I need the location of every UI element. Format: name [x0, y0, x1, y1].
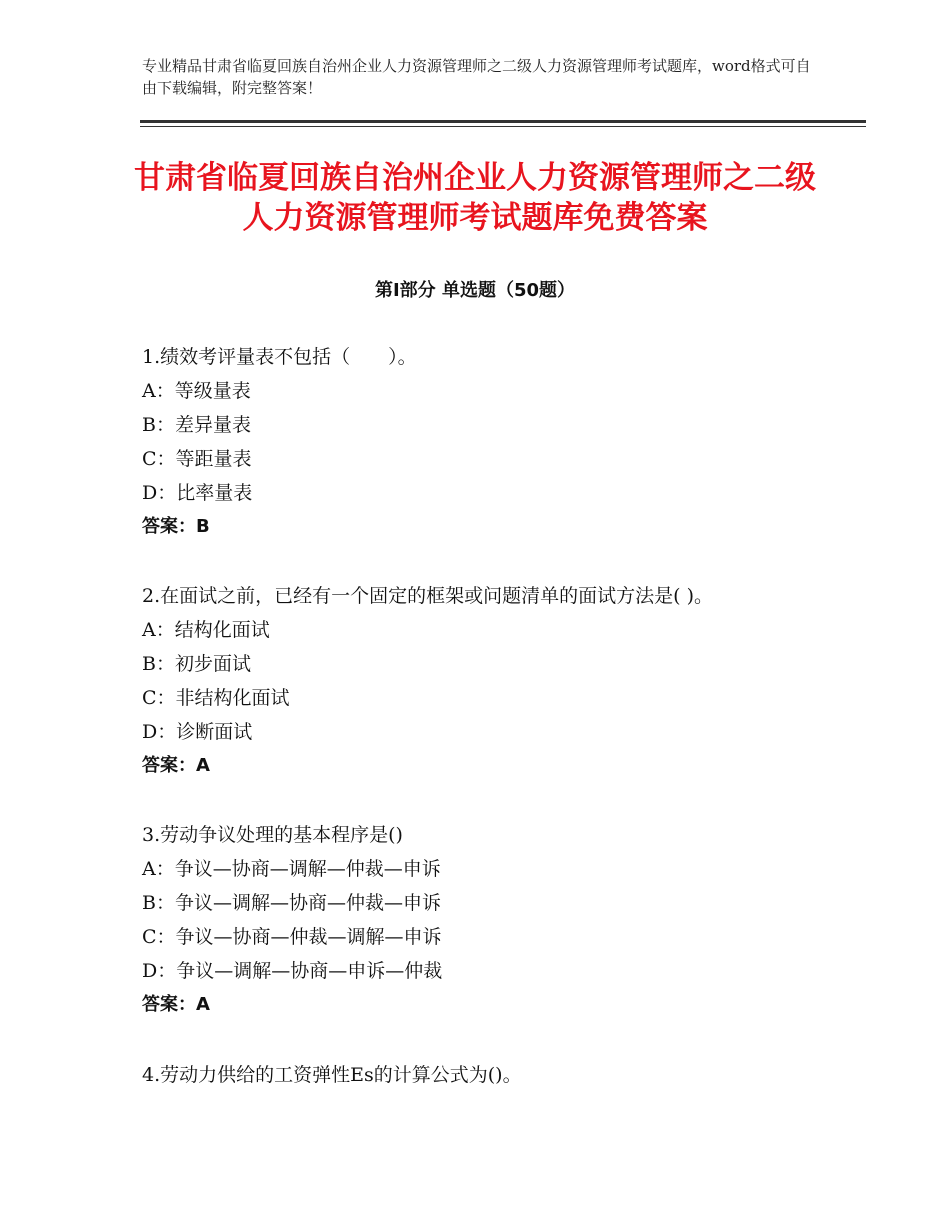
option-c: C：争议—协商—仲裁—调解—申诉: [142, 926, 442, 948]
option-d: D：诊断面试: [142, 721, 253, 743]
header-divider-thick: [140, 120, 866, 123]
option-b: B：争议—调解—协商—仲裁—申诉: [142, 892, 441, 914]
question-stem: 4.劳动力供给的工资弹性Es的计算公式为()。: [142, 1064, 522, 1086]
document-header: 专业精品甘肃省临夏回族自治州企业人力资源管理师之二级人力资源管理师考试题库，word格式可自由下载编辑，附完整答案！: [142, 57, 811, 97]
answer-text: 答案：A: [142, 994, 210, 1015]
option-c: C：等距量表: [142, 448, 252, 470]
option-c: C：非结构化面试: [142, 687, 290, 709]
answer-text: 答案：B: [142, 516, 210, 537]
question-2: [142, 579, 842, 783]
option-a: A：等级量表: [142, 380, 251, 402]
option-d: D：比率量表: [142, 482, 253, 504]
option-b: B：初步面试: [142, 653, 251, 675]
option-a: A：结构化面试: [142, 619, 270, 641]
question-stem: 1.绩效考评量表不包括（ ）。: [142, 346, 417, 368]
question-stem: 3.劳动争议处理的基本程序是(): [142, 824, 403, 846]
section-heading: 第Ⅰ部分 单选题（50题）: [374, 280, 575, 301]
option-b: B：差异量表: [142, 414, 251, 436]
question-1: [142, 340, 842, 544]
question-4: [142, 1058, 842, 1092]
option-a: A：争议—协商—调解—仲裁—申诉: [142, 858, 441, 880]
header-divider-thin: [140, 126, 866, 127]
question-3: [142, 818, 842, 1022]
option-d: D：争议—调解—协商—申诉—仲裁: [142, 960, 443, 982]
question-stem: 2.在面试之前，已经有一个固定的框架或问题清单的面试方法是( )。: [142, 585, 713, 607]
document-title: 甘肃省临夏回族自治州企业人力资源管理师之二级人力资源管理师考试题库免费答案: [134, 160, 816, 236]
answer-text: 答案：A: [142, 755, 210, 776]
